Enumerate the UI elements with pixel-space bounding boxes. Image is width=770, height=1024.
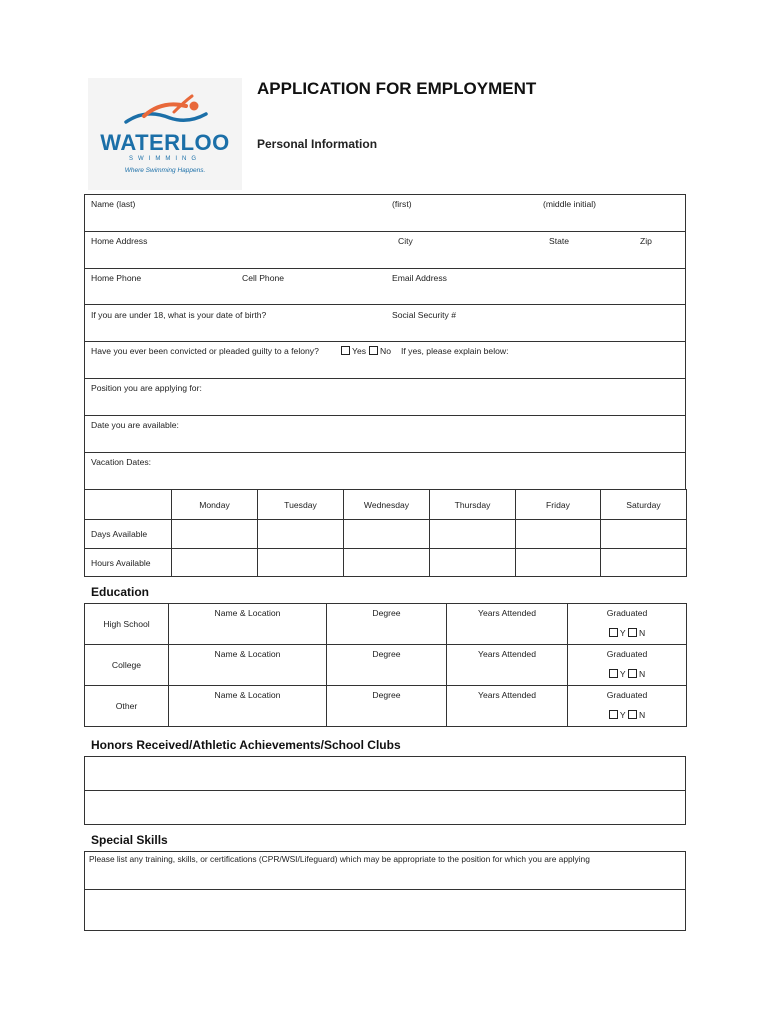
- day-header: Thursday: [430, 490, 516, 520]
- graduated-label: Graduated: [606, 690, 648, 700]
- name-row[interactable]: [84, 194, 686, 231]
- skills-entry-field[interactable]: [85, 852, 686, 890]
- checkbox-icon[interactable]: [628, 628, 637, 637]
- phone-row[interactable]: [84, 268, 686, 304]
- name-location-cell[interactable]: [169, 645, 327, 686]
- education-level-label: College: [85, 645, 169, 686]
- address-row[interactable]: [84, 231, 686, 268]
- years-cell[interactable]: [447, 645, 568, 686]
- section-personal-information: Personal Information: [257, 137, 378, 151]
- skills-prompt: Please list any training, skills, or certifications (CPR/WSI/Lifeguard) which may be appropriate to the position for which you are applying: [89, 854, 590, 864]
- degree-cell[interactable]: [327, 604, 447, 645]
- name-last-label: Name (last): [91, 199, 136, 209]
- availability-cell[interactable]: [344, 549, 430, 577]
- honors-entry-field[interactable]: [85, 791, 686, 825]
- cell-phone-label: Cell Phone: [242, 273, 285, 283]
- graduated-label: Graduated: [606, 608, 648, 618]
- education-level-label: Other: [85, 686, 169, 727]
- logo-tagline: Where Swimming Happens.: [124, 167, 206, 174]
- availability-corner-cell: [85, 490, 172, 520]
- position-label: Position you are applying for:: [91, 383, 202, 393]
- felony-explain-label: If yes, please explain below:: [401, 346, 509, 356]
- days-available-label: Days Available: [85, 520, 172, 549]
- degree-cell[interactable]: [327, 645, 447, 686]
- graduated-cell: [568, 686, 687, 727]
- graduated-cell: [568, 604, 687, 645]
- yes-label: Y: [619, 669, 626, 679]
- honors-entry-field[interactable]: [85, 757, 686, 791]
- yes-label: Y: [619, 628, 626, 638]
- hours-available-row: [85, 549, 687, 577]
- special-skills-heading: Special Skills: [91, 833, 168, 847]
- checkbox-icon[interactable]: [628, 669, 637, 678]
- city-label: City: [398, 236, 413, 246]
- education-heading: Education: [91, 585, 150, 599]
- name-location-cell[interactable]: [169, 686, 327, 727]
- degree-label: Degree: [372, 690, 401, 700]
- page-title: APPLICATION FOR EMPLOYMENT: [257, 79, 537, 98]
- availability-cell[interactable]: [601, 549, 687, 577]
- days-available-row: [85, 520, 687, 549]
- dob-label: If you are under 18, what is your date of birth?: [91, 310, 267, 320]
- zip-label: Zip: [640, 236, 652, 246]
- availability-table: [84, 489, 687, 577]
- availability-cell[interactable]: [258, 520, 344, 549]
- availability-cell[interactable]: [258, 549, 344, 577]
- checkbox-icon[interactable]: [609, 710, 618, 719]
- felony-question: Have you ever been convicted or pleaded guilty to a felony?: [91, 346, 319, 356]
- skills-entry-field[interactable]: [85, 890, 686, 931]
- no-label: N: [638, 669, 646, 679]
- skills-table: [84, 851, 686, 931]
- graduated-options: [568, 710, 686, 720]
- hours-available-label: Hours Available: [85, 549, 172, 577]
- education-row-high-school: [85, 604, 687, 645]
- felony-no-option[interactable]: [369, 346, 391, 356]
- logo-subtitle: SWIMMING: [129, 156, 201, 162]
- years-cell[interactable]: [447, 686, 568, 727]
- day-header: Monday: [172, 490, 258, 520]
- vacation-label: Vacation Dates:: [91, 457, 152, 467]
- years-attended-label: Years Attended: [478, 690, 536, 700]
- education-row-college: [85, 645, 687, 686]
- education-row-other: [85, 686, 687, 727]
- degree-label: Degree: [372, 608, 401, 618]
- checkbox-icon[interactable]: [341, 346, 350, 355]
- ssn-label: Social Security #: [392, 310, 457, 320]
- checkbox-icon[interactable]: [369, 346, 378, 355]
- no-label: N: [638, 710, 646, 720]
- checkbox-icon[interactable]: [609, 669, 618, 678]
- home-address-label: Home Address: [91, 236, 148, 246]
- education-level-label: High School: [85, 604, 169, 645]
- graduated-label: Graduated: [606, 649, 648, 659]
- home-phone-label: Home Phone: [91, 273, 142, 283]
- no-label: No: [380, 346, 391, 356]
- years-attended-label: Years Attended: [478, 608, 536, 618]
- availability-cell[interactable]: [601, 520, 687, 549]
- degree-label: Degree: [372, 649, 401, 659]
- availability-header-row: [85, 490, 687, 520]
- honors-table: [84, 756, 686, 825]
- graduated-options: [568, 669, 686, 679]
- checkbox-icon[interactable]: [628, 710, 637, 719]
- yes-label: Y: [619, 710, 626, 720]
- yes-label: Yes: [352, 346, 367, 356]
- education-table: [84, 603, 687, 727]
- years-attended-label: Years Attended: [478, 649, 536, 659]
- day-header: Wednesday: [344, 490, 430, 520]
- name-first-label: (first): [392, 199, 412, 209]
- name-location-label: Name & Location: [214, 690, 281, 700]
- dob-ssn-row[interactable]: [84, 304, 686, 341]
- position-row[interactable]: [84, 378, 686, 415]
- graduated-options: [568, 628, 686, 638]
- years-cell[interactable]: [447, 604, 568, 645]
- availability-cell[interactable]: [430, 549, 516, 577]
- state-label: State: [549, 236, 570, 246]
- name-location-cell[interactable]: [169, 604, 327, 645]
- swimmer-icon: [88, 78, 242, 134]
- availability-cell[interactable]: [430, 520, 516, 549]
- vacation-row[interactable]: [84, 452, 686, 489]
- day-header: Saturday: [601, 490, 687, 520]
- availability-cell[interactable]: [172, 549, 258, 577]
- date-available-row[interactable]: [84, 415, 686, 452]
- name-location-label: Name & Location: [214, 608, 281, 618]
- email-label: Email Address: [392, 273, 447, 283]
- availability-cell[interactable]: [516, 549, 601, 577]
- date-available-label: Date you are available:: [91, 420, 179, 430]
- no-label: N: [638, 628, 646, 638]
- felony-yes-option[interactable]: [341, 346, 366, 356]
- name-location-label: Name & Location: [214, 649, 281, 659]
- day-header: Friday: [516, 490, 601, 520]
- degree-cell[interactable]: [327, 686, 447, 727]
- honors-heading: Honors Received/Athletic Achievements/School Clubs: [91, 738, 401, 752]
- availability-cell[interactable]: [344, 520, 430, 549]
- logo-wordmark: WATERLOO: [100, 130, 230, 155]
- availability-cell[interactable]: [172, 520, 258, 549]
- availability-cell[interactable]: [516, 520, 601, 549]
- name-middle-label: (middle initial): [543, 199, 597, 209]
- waterloo-swimming-logo: [88, 78, 242, 190]
- day-header: Tuesday: [258, 490, 344, 520]
- graduated-cell: [568, 645, 687, 686]
- felony-row[interactable]: [84, 341, 686, 378]
- checkbox-icon[interactable]: [609, 628, 618, 637]
